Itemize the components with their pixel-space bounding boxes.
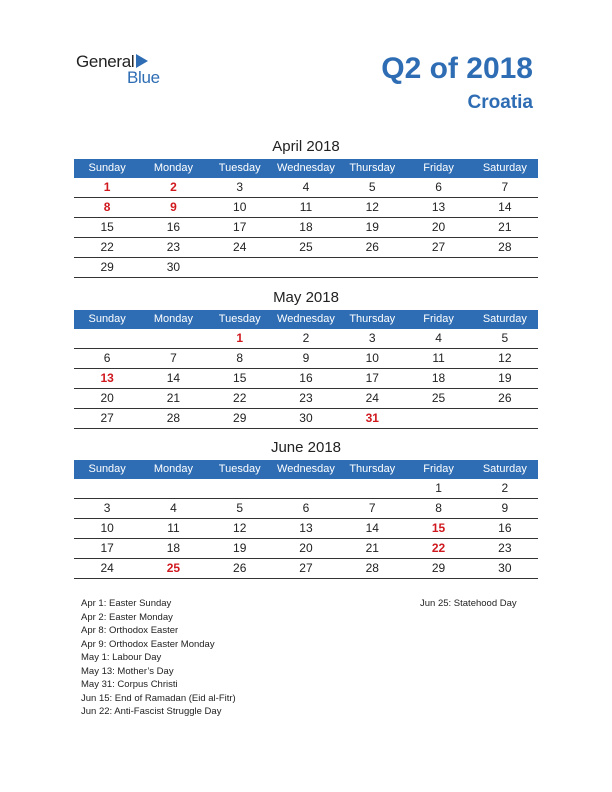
weekday-sunday: Sunday <box>88 463 126 475</box>
day-cell: 22 <box>233 391 247 405</box>
day-cell: 18 <box>431 371 446 385</box>
day-cell: 1 <box>236 331 244 345</box>
day-cell: 17 <box>365 371 379 385</box>
day-cell: 8 <box>236 351 244 365</box>
month-june <box>74 437 538 579</box>
day-cell: 10 <box>233 200 247 214</box>
day-cell: 6 <box>103 351 111 365</box>
day-cell: 25 <box>431 391 446 405</box>
weekday-friday: Friday <box>423 162 454 174</box>
day-cell: 27 <box>431 240 446 254</box>
day-cell: 22 <box>100 240 114 254</box>
day-cell: 7 <box>501 180 509 194</box>
week-row <box>74 389 538 409</box>
day-cell: 20 <box>431 220 446 234</box>
day-cell: 14 <box>166 371 181 385</box>
day-cell: 26 <box>365 240 379 254</box>
day-cell: 3 <box>103 501 111 515</box>
weekday-saturday: Saturday <box>482 463 527 475</box>
weekday-friday: Friday <box>423 463 454 475</box>
day-cell: 18 <box>299 220 313 234</box>
day-cell: 23 <box>299 391 313 405</box>
empty-day-cell <box>472 258 538 277</box>
day-cell: 21 <box>365 541 379 555</box>
week-row <box>74 178 538 198</box>
week-row <box>74 519 538 539</box>
day-cell: 13 <box>299 521 313 535</box>
weekday-tuesday: Tuesday <box>218 463 261 475</box>
day-cell: 21 <box>166 391 181 405</box>
weekday-wednesday: Wednesday <box>277 463 335 475</box>
day-cell: 19 <box>233 541 247 555</box>
day-cell: 9 <box>170 200 177 214</box>
week-row <box>74 258 538 278</box>
empty-day-cell <box>74 479 140 498</box>
day-cell: 24 <box>100 561 114 575</box>
week-row <box>74 499 538 519</box>
day-cell: 6 <box>435 180 442 194</box>
weekday-monday: Monday <box>153 463 193 475</box>
page-title: Q2 of 2018 <box>381 52 533 85</box>
day-cell: 5 <box>501 331 509 345</box>
logo-word-blue: Blue <box>127 68 160 87</box>
day-cell: 11 <box>432 351 445 365</box>
day-cell: 12 <box>365 200 379 214</box>
day-cell: 27 <box>299 561 313 575</box>
empty-day-cell <box>140 479 206 498</box>
day-cell: 28 <box>365 561 379 575</box>
week-row <box>74 539 538 559</box>
day-cell: 28 <box>498 240 512 254</box>
day-cell: 23 <box>166 240 181 254</box>
day-cell: 30 <box>166 260 181 274</box>
empty-day-cell <box>207 258 273 277</box>
day-cell: 3 <box>236 180 244 194</box>
day-cell: 14 <box>365 521 379 535</box>
day-cell: 30 <box>498 561 512 575</box>
empty-day-cell <box>207 479 273 498</box>
day-cell: 15 <box>233 371 247 385</box>
day-cell: 21 <box>498 220 512 234</box>
day-cell: 12 <box>498 351 512 365</box>
day-cell: 12 <box>233 521 247 535</box>
day-cell: 7 <box>170 351 177 365</box>
day-cell: 29 <box>233 411 247 425</box>
holiday-note: Apr 1: Easter Sunday <box>81 598 172 609</box>
day-cell: 13 <box>431 200 446 214</box>
day-cell: 24 <box>365 391 379 405</box>
day-cell: 20 <box>100 391 114 405</box>
day-cell: 16 <box>299 371 313 385</box>
month-may <box>74 287 538 429</box>
week-row <box>74 559 538 579</box>
weekday-monday: Monday <box>153 162 193 174</box>
day-cell: 2 <box>170 180 177 194</box>
holiday-list-right <box>420 597 517 611</box>
weekday-header <box>74 460 538 479</box>
logo <box>76 52 176 88</box>
logo-word-general: General <box>76 52 135 71</box>
week-row <box>74 329 538 349</box>
day-cell: 17 <box>233 220 247 234</box>
holiday-note: Jun 25: Statehood Day <box>420 598 517 609</box>
day-cell: 4 <box>435 331 442 345</box>
day-cell: 5 <box>236 501 244 515</box>
day-cell: 8 <box>103 200 111 214</box>
empty-day-cell <box>140 329 206 348</box>
holiday-note: Jun 15: End of Ramadan (Eid al-Fitr) <box>81 692 236 704</box>
weekday-sunday: Sunday <box>88 162 126 174</box>
day-cell: 19 <box>365 220 379 234</box>
day-cell: 14 <box>498 200 512 214</box>
day-cell: 9 <box>501 501 509 515</box>
weekday-saturday: Saturday <box>482 313 527 325</box>
day-cell: 30 <box>299 411 313 425</box>
day-cell: 1 <box>435 481 442 495</box>
day-cell: 2 <box>302 331 310 345</box>
day-cell: 31 <box>365 411 379 425</box>
empty-day-cell <box>472 409 538 428</box>
day-cell: 25 <box>166 561 181 575</box>
weekday-monday: Monday <box>153 313 193 325</box>
weekday-friday: Friday <box>423 313 454 325</box>
day-cell: 10 <box>365 351 379 365</box>
page-subtitle: Croatia <box>467 92 533 113</box>
day-cell: 11 <box>167 521 180 535</box>
holiday-note: Jun 22: Anti-Fascist Struggle Day <box>81 706 222 717</box>
holiday-list <box>81 597 236 719</box>
holiday-note: May 13: Mother’s Day <box>81 665 174 677</box>
day-cell: 4 <box>302 180 310 194</box>
holiday-note: May 31: Corpus Christi <box>81 679 178 690</box>
empty-day-cell <box>339 479 405 498</box>
holiday-note: Apr 2: Easter Monday <box>81 611 173 623</box>
day-cell: 4 <box>170 501 177 515</box>
week-row <box>74 409 538 429</box>
month-title: April 2018 <box>272 138 340 155</box>
day-cell: 8 <box>435 501 442 515</box>
day-cell: 24 <box>233 240 247 254</box>
day-cell: 3 <box>368 331 376 345</box>
month-title: May 2018 <box>273 289 339 306</box>
weekday-saturday: Saturday <box>482 162 527 174</box>
day-cell: 25 <box>299 240 313 254</box>
day-cell: 2 <box>501 481 509 495</box>
month-april <box>74 136 538 278</box>
week-row <box>74 349 538 369</box>
day-cell: 15 <box>431 521 446 535</box>
day-cell: 16 <box>166 220 181 234</box>
weekday-sunday: Sunday <box>88 313 126 325</box>
day-cell: 29 <box>100 260 114 274</box>
weekday-header <box>74 159 538 178</box>
empty-day-cell <box>273 479 339 498</box>
weekday-thursday: Thursday <box>349 463 396 475</box>
week-row <box>74 369 538 389</box>
day-cell: 13 <box>100 371 114 385</box>
day-cell: 7 <box>368 501 376 515</box>
day-cell: 18 <box>166 541 181 555</box>
weekday-wednesday: Wednesday <box>277 162 335 174</box>
day-cell: 19 <box>498 371 512 385</box>
day-cell: 15 <box>100 220 114 234</box>
day-cell: 1 <box>103 180 111 194</box>
day-cell: 5 <box>368 180 376 194</box>
weekday-header <box>74 310 538 329</box>
day-cell: 9 <box>302 351 310 365</box>
logo-flag-icon <box>136 54 148 68</box>
day-cell: 28 <box>166 411 181 425</box>
month-title: June 2018 <box>270 439 342 456</box>
day-cell: 20 <box>299 541 313 555</box>
day-cell: 11 <box>299 200 313 214</box>
holiday-note: Apr 8: Orthodox Easter <box>81 625 179 636</box>
day-cell: 26 <box>233 561 247 575</box>
weekday-tuesday: Tuesday <box>218 162 261 174</box>
day-cell: 29 <box>431 561 446 575</box>
weekday-thursday: Thursday <box>349 162 396 174</box>
day-cell: 6 <box>302 501 310 515</box>
week-row <box>74 479 538 499</box>
week-row <box>74 238 538 258</box>
week-row <box>74 198 538 218</box>
day-cell: 23 <box>498 541 512 555</box>
empty-day-cell <box>74 329 140 348</box>
empty-day-cell <box>273 258 339 277</box>
empty-day-cell <box>405 409 471 428</box>
day-cell: 16 <box>498 521 512 535</box>
day-cell: 27 <box>100 411 114 425</box>
holiday-note: May 1: Labour Day <box>81 652 162 663</box>
weekday-wednesday: Wednesday <box>277 313 335 325</box>
week-row <box>74 218 538 238</box>
weekday-tuesday: Tuesday <box>218 313 261 325</box>
day-cell: 10 <box>100 521 114 535</box>
day-cell: 17 <box>100 541 114 555</box>
empty-day-cell <box>405 258 471 277</box>
weekday-thursday: Thursday <box>349 313 396 325</box>
day-cell: 22 <box>431 541 446 555</box>
empty-day-cell <box>339 258 405 277</box>
holiday-note: Apr 9: Orthodox Easter Monday <box>81 638 215 650</box>
day-cell: 26 <box>498 391 512 405</box>
